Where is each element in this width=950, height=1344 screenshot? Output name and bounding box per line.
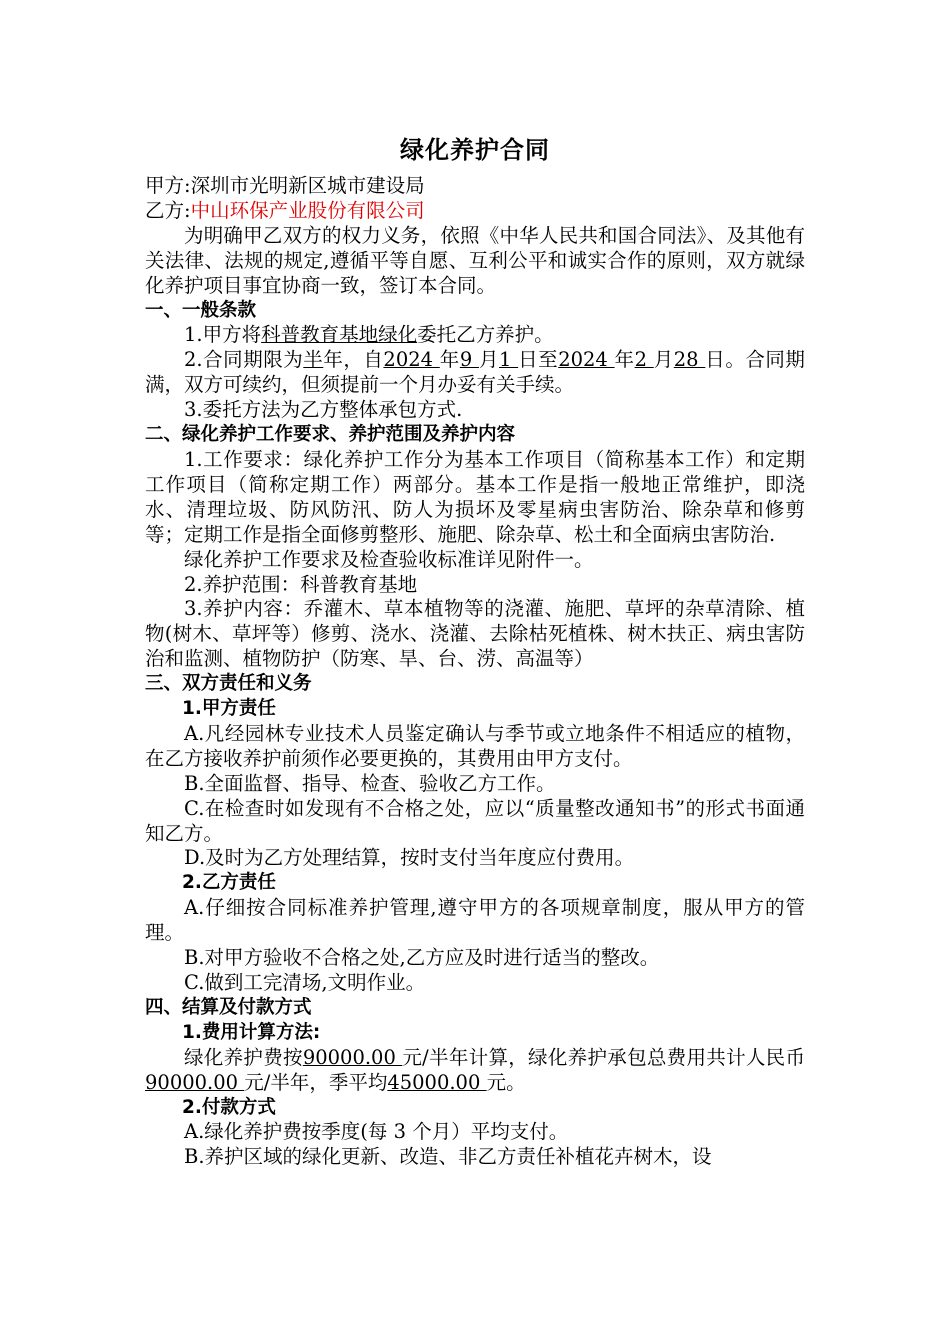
payment-item: A.绿化养护费按季度(每 3 个月）平均支付。 [184, 1120, 569, 1144]
clause-2-2: 2.养护范围：科普教育基地 [184, 572, 418, 596]
clause-1-3: 3.委托方法为乙方整体承包方式. [184, 398, 463, 422]
party-b-duty: A.仔细按合同标准养护管理,遵守甲方的各项规章制度，服从甲方的管理。 [145, 896, 805, 945]
page-title: 绿化养护合同 [400, 136, 550, 164]
section-3-heading: 三、双方责任和义务 [145, 673, 312, 695]
party-b-name: 中山环保产业股份有限公司 [190, 198, 425, 222]
party-a-duties-heading: 1.甲方责任 [182, 698, 276, 720]
party-a-line: 甲方:深圳市光明新区城市建设局 [145, 174, 425, 197]
party-b-duty: B.对甲方验收不合格之处,乙方应及时进行适当的整改。 [184, 946, 660, 970]
clause-2-3: 3.养护内容：乔灌木、草本植物等的浇灌、施肥、草坪的杂草清除、植物(树木、草坪等）修剪、浇水、浇灌、去除枯死植株、树木扶正、病虫害防治和监测、植物防护（防寒、旱、台、涝、高温等） [145, 597, 805, 671]
clause-1-1: 1.甲方将科普教育基地绿化委托乙方养护。 [184, 323, 554, 347]
party-a-duty: C.在检查时如发现有不合格之处，应以“质量整改通知书”的形式书面通知乙方。 [145, 796, 805, 845]
clause-2-1: 1.工作要求：绿化养护工作分为基本工作项目（简称基本工作）和定期工作项目（简称定期工作）两部分。基本工作是指一般地正常维护，即浇水、清理垃圾、防风防汛、防人为损坏及零星病虫害防治、除杂草和修剪等；定期工作是指全面修剪整形、施肥、除杂草、松土和全面病虫害防治. [145, 447, 805, 546]
party-b-duties-heading: 2.乙方责任 [182, 872, 276, 894]
party-b-duty: C.做到工完清场,文明作业。 [184, 971, 426, 994]
party-a-name: 深圳市光明新区城市建设局 [190, 174, 425, 197]
clause-1-2: 2.合同期限为半年，自2024 年9 月1 日至2024 年2 月28 日。合同期满，双方可续约，但须提前一个月办妥有关手续。 [145, 348, 805, 397]
intro-paragraph: 为明确甲乙双方的权力义务，依照《中华人民共和国合同法》、及其他有关法律、法规的规定,遵循平等自愿、互利公平和诚实合作的原则，双方就绿化养护项目事宜协商一致，签订本合同。 [145, 223, 805, 297]
section-2-heading: 二、绿化养护工作要求、养护范围及养护内容 [145, 424, 516, 446]
party-b-line: 乙方:中山环保产业股份有限公司 [145, 198, 425, 222]
contract-page [145, 128, 805, 1170]
party-a-duty: D.及时为乙方处理结算，按时支付当年度应付费用。 [184, 846, 635, 870]
payment-method-heading: 2.付款方式 [182, 1096, 276, 1118]
party-a-duty: A.凡经园林专业技术人员鉴定确认与季节或立地条件不相适应的植物，在乙方接收养护前须作必要更换的，其费用由甲方支付。 [145, 721, 805, 770]
party-a-duty: B.全面监督、指导、检查、验收乙方工作。 [184, 771, 556, 795]
fee-paragraph: 绿化养护费按90000.00 元/半年计算，绿化养护承包总费用共计人民币90000.00 元/半年，季平均45000.00 元。 [145, 1045, 805, 1094]
clause-2-1-note: 绿化养护工作要求及检查验收标准详见附件一。 [184, 547, 594, 571]
payment-item: B.养护区域的绿化更新、改造、非乙方责任补植花卉树木，设 [184, 1145, 712, 1169]
fee-method-heading: 1.费用计算方法: [182, 1021, 321, 1043]
section-4-heading: 四、结算及付款方式 [145, 996, 312, 1018]
section-1-heading: 一、一般条款 [145, 299, 257, 321]
